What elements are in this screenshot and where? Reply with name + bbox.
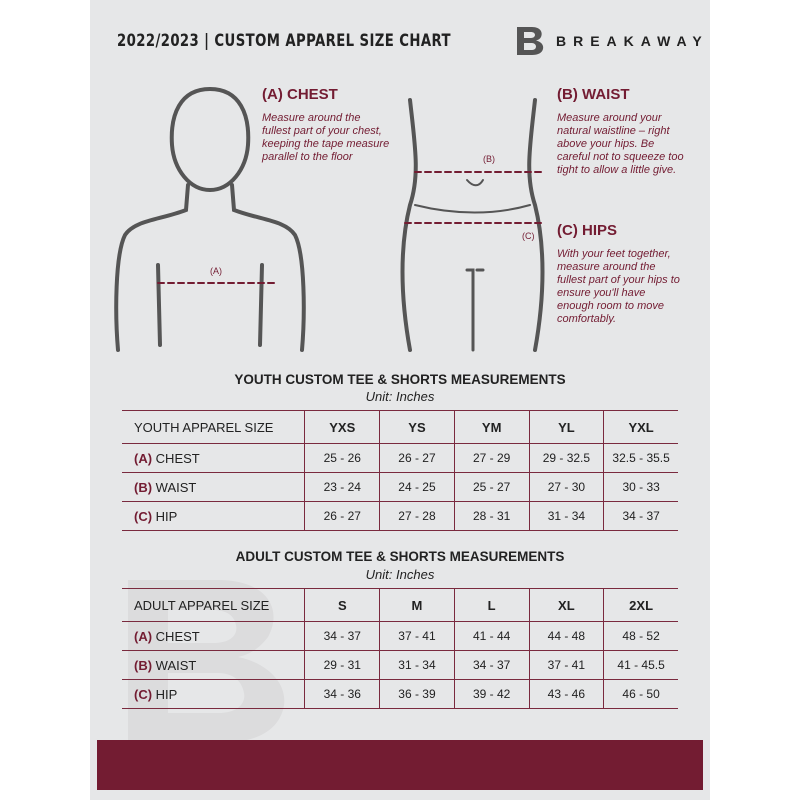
size-header: YL [529,411,604,444]
table-cell: 36 - 39 [380,680,455,709]
table-cell: 34 - 37 [305,622,380,651]
table-cell: 44 - 48 [529,622,604,651]
row-label-text: HIP [155,686,178,702]
table-cell: 27 - 28 [380,502,455,531]
row-label-text: HIP [155,508,178,524]
chest-marker: (A) [210,266,222,276]
table-cell: 34 - 36 [305,680,380,709]
table-row [122,444,678,473]
size-header: S [305,589,380,622]
table-cell: 26 - 27 [305,502,380,531]
row-label-text: WAIST [155,479,197,495]
waist-description: Measure around your natural waistline – right above your hips. Be careful not to squeeze too tight to allow a little give. [557,112,684,176]
hips-marker: (C) [522,231,535,241]
size-header: 2XL [604,589,678,622]
row-label [122,502,305,531]
row-letter: (C) [134,686,153,702]
table-cell: 41 - 45.5 [604,651,678,680]
corner-label: YOUTH APPAREL SIZE [134,419,274,435]
row-label [122,622,305,651]
table-cell: 37 - 41 [380,622,455,651]
breakaway-logo [514,24,546,58]
row-letter: (C) [134,508,153,524]
row-letter: (B) [134,479,153,495]
table-cell: 24 - 25 [380,473,455,502]
lower-body-illustration [395,95,555,355]
table-cell: 28 - 31 [454,502,529,531]
hips-heading: (C) HIPS [557,222,617,239]
row-label-text: CHEST [155,628,200,644]
table-header-row [122,411,678,444]
youth-unit: Unit: Inches [365,389,435,404]
table-row [122,473,678,502]
table-cell: 41 - 44 [454,622,529,651]
brand-name: BREAKAWAY [556,33,709,49]
table-cell: 29 - 31 [305,651,380,680]
table-cell: 37 - 41 [529,651,604,680]
row-letter: (B) [134,657,153,673]
page-title: 2022/2023 | CUSTOM APPAREL SIZE CHART [117,31,451,51]
size-header: L [454,589,529,622]
row-label [122,651,305,680]
table-header-row [122,589,678,622]
adult-unit: Unit: Inches [365,567,435,582]
table-row [122,651,678,680]
table-cell: 27 - 29 [454,444,529,473]
youth-size-table [122,410,678,531]
chest-description: Measure around the fullest part of your chest, keeping the tape measure parallel to the floor [262,112,390,163]
row-label-text: WAIST [155,657,197,673]
table-cell: 34 - 37 [604,502,678,531]
table-cell: 48 - 52 [604,622,678,651]
table-cell: 39 - 42 [454,680,529,709]
table-cell: 43 - 46 [529,680,604,709]
size-header: M [380,589,455,622]
row-label [122,680,305,709]
row-letter: (A) [134,450,153,466]
table-cell: 27 - 30 [529,473,604,502]
hips-description: With your feet together, measure around the fullest part of your hips to ensure you'll have enough room to move comfortably. [557,248,680,325]
table-cell: 46 - 50 [604,680,678,709]
table-row [122,680,678,709]
table-cell: 31 - 34 [529,502,604,531]
table-cell: 32.5 - 35.5 [604,444,678,473]
size-header: YXL [604,411,678,444]
corner-label: ADULT APPAREL SIZE [134,597,270,613]
table-row [122,622,678,651]
youth-table-title: YOUTH CUSTOM TEE & SHORTS MEASUREMENTS [234,372,566,387]
table-cell: 29 - 32.5 [529,444,604,473]
waist-marker: (B) [483,154,495,164]
row-label [122,444,305,473]
row-letter: (A) [134,628,153,644]
table-cell: 25 - 26 [305,444,380,473]
size-header: YM [454,411,529,444]
waist-heading: (B) WAIST [557,86,630,103]
row-label-text: CHEST [155,450,200,466]
footer-band [97,740,703,790]
size-header: YXS [305,411,380,444]
table-cell: 25 - 27 [454,473,529,502]
row-label [122,473,305,502]
table-cell: 34 - 37 [454,651,529,680]
size-header: YS [380,411,455,444]
chest-heading: (A) CHEST [262,86,338,103]
size-header: XL [529,589,604,622]
adult-size-table [122,588,678,709]
table-cell: 31 - 34 [380,651,455,680]
table-cell: 23 - 24 [305,473,380,502]
adult-table-title: ADULT CUSTOM TEE & SHORTS MEASUREMENTS [235,549,565,564]
table-cell: 26 - 27 [380,444,455,473]
table-cell: 30 - 33 [604,473,678,502]
table-row [122,502,678,531]
